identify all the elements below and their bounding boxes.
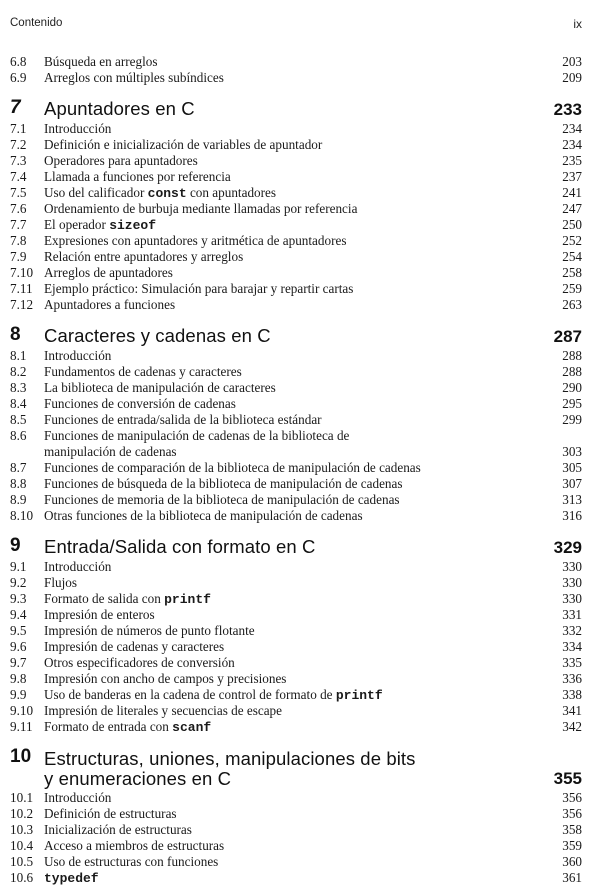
section-number: 10.6 [10,870,34,885]
toc-section-row [10,591,582,607]
toc-section-row [10,870,582,886]
code-keyword: printf [335,688,383,703]
section-title: Flujos [44,575,77,590]
section-number: 8.3 [10,380,27,395]
chapter-title-line2: y enumeraciones en C [44,768,232,789]
section-number: 7.11 [10,281,33,296]
section-title [44,870,99,887]
section-page: 338 [562,687,582,702]
section-number: 9.4 [10,607,27,622]
section-page: 359 [562,838,582,853]
section-number: 7.8 [10,233,27,248]
code-keyword: typedef [44,871,99,886]
section-title: Inicialización de estructuras [44,822,192,837]
section-number: 8.1 [10,348,27,363]
section-number: 7.3 [10,153,27,168]
section-page: 316 [562,508,582,523]
section-page: 234 [562,137,582,152]
section-title: Uso de estructuras con funciones [44,854,219,869]
section-title: Definición de estructuras [44,806,177,821]
section-number: 7.4 [10,169,27,184]
section-page: 305 [562,460,582,475]
section-title-line1: Funciones de manipulación de cadenas de la biblioteca de [44,428,350,443]
toc-section-row [10,153,582,169]
section-number: 10.1 [10,790,34,805]
toc-chapter-heading [10,324,582,348]
section-title: Introducción [44,348,112,363]
toc-section-row [10,121,582,137]
page-number: ix [573,17,582,31]
section-title [44,719,211,736]
section-page: 330 [562,575,582,590]
table-of-contents [10,54,582,886]
section-title: Impresión de enteros [44,607,155,622]
section-number: 9.1 [10,559,27,574]
section-title: Otros especificadores de conversión [44,655,235,670]
section-title [44,687,383,704]
toc-section-row [10,249,582,265]
section-title-line2: manipulación de cadenas [44,444,177,459]
section-page: 361 [562,870,582,885]
toc-section-row [10,428,582,460]
toc-chapter-heading [10,97,582,121]
toc-section-row [10,655,582,671]
toc-section-row [10,201,582,217]
section-number: 8.6 [10,428,27,443]
toc-section-row [10,671,582,687]
toc-section-row [10,364,582,380]
toc-section-row [10,806,582,822]
section-number: 8.2 [10,364,27,379]
code-keyword: printf [164,592,211,607]
section-page: 330 [562,559,582,574]
section-number: 10.5 [10,854,34,869]
section-number: 8.4 [10,396,27,411]
section-page: 299 [562,412,582,427]
toc-section-row [10,265,582,281]
toc-section-row [10,687,582,703]
section-title: Arreglos con múltiples subíndices [44,70,224,85]
section-number: 10.2 [10,806,34,821]
section-title [44,185,276,202]
section-title: Funciones de conversión de cadenas [44,396,236,411]
section-number: 9.8 [10,671,27,686]
chapter-title-line1: Estructuras, uniones, manipulaciones de bits [44,748,416,769]
section-number: 8.7 [10,460,27,475]
section-page: 241 [562,185,582,200]
section-page: 254 [562,249,582,264]
section-title: Llamada a funciones por referencia [44,169,231,184]
section-page: 336 [562,671,582,686]
section-number: 7.12 [10,297,34,312]
section-number: 10.3 [10,822,34,837]
toc-section-row [10,185,582,201]
chapter-title: Caracteres y cadenas en C [44,325,271,346]
section-title: Funciones de memoria de la biblioteca de manipulación de cadenas [44,492,400,507]
chapter-number: 7 [10,97,21,118]
section-title-pre: Formato de salida con [44,591,165,606]
section-title: Acceso a miembros de estructuras [44,838,225,853]
section-title: Definición e inicialización de variables de apuntador [44,137,323,152]
toc-section-row [10,703,582,719]
section-number: 7.6 [10,201,27,216]
section-title: Expresiones con apuntadores y aritmética de apuntadores [44,233,347,248]
toc-section-row [10,297,582,313]
section-title: Relación entre apuntadores y arreglos [44,249,244,264]
section-title: Funciones de búsqueda de la biblioteca de manipulación de cadenas [44,476,403,491]
toc-section-row [10,492,582,508]
toc-section-row [10,508,582,524]
section-number: 6.9 [10,70,27,85]
section-title: Funciones de comparación de la biblioteca de manipulación de cadenas [44,460,421,475]
section-page: 234 [562,121,582,136]
section-title: Introducción [44,121,112,136]
section-title: Otras funciones de la biblioteca de manipulación de cadenas [44,508,363,523]
section-number: 7.10 [10,265,34,280]
toc-section-row [10,623,582,639]
section-title: Impresión con ancho de campos y precisiones [44,671,287,686]
section-page: 288 [562,364,582,379]
section-number: 9.2 [10,575,27,590]
toc-section-row [10,70,582,86]
section-page: 330 [562,591,582,606]
section-page: 303 [562,444,582,459]
section-number: 7.7 [10,217,27,232]
chapter-page: 355 [553,769,582,788]
toc-section-row [10,348,582,364]
toc-section-row [10,460,582,476]
section-title-pre: El operador [44,217,110,232]
section-number: 7.1 [10,121,27,136]
section-number: 9.5 [10,623,27,638]
section-page: 360 [562,854,582,869]
chapter-page: 329 [553,538,582,557]
chapter-number: 10 [10,746,32,767]
section-page: 247 [562,201,582,216]
section-page: 209 [562,70,582,85]
section-title [44,591,211,608]
toc-section-row [10,396,582,412]
toc-section-row [10,281,582,297]
section-number: 7.5 [10,185,27,200]
section-page: 295 [562,396,582,411]
toc-section-row [10,639,582,655]
section-title-pre: Uso del calificador [44,185,148,200]
section-number: 9.9 [10,687,27,702]
section-number: 10.4 [10,838,34,853]
section-title: Funciones de entrada/salida de la biblioteca estándar [44,412,322,427]
toc-section-row [10,233,582,249]
section-page: 237 [562,169,582,184]
section-title: Arreglos de apuntadores [44,265,173,280]
section-page: 332 [562,623,582,638]
section-number: 6.8 [10,54,27,69]
section-title: Ordenamiento de burbuja mediante llamadas por referencia [44,201,358,216]
section-page: 356 [562,790,582,805]
section-page: 203 [562,54,582,69]
section-number: 8.8 [10,476,27,491]
section-title [44,428,464,460]
chapter-title: Apuntadores en C [44,98,195,119]
chapter-number: 8 [10,324,21,345]
toc-chapter-heading [10,746,582,790]
section-title: Apuntadores a funciones [44,297,176,312]
toc-section-row [10,607,582,623]
section-page: 331 [562,607,582,622]
section-page: 290 [562,380,582,395]
toc-section-row [10,822,582,838]
section-number: 9.7 [10,655,27,670]
section-title-pre: Uso de banderas en la cadena de control de formato de [44,687,336,702]
section-number: 9.6 [10,639,27,654]
toc-section-row [10,575,582,591]
section-title: Impresión de cadenas y caracteres [44,639,225,654]
section-number: 9.10 [10,703,34,718]
section-page: 258 [562,265,582,280]
section-page: 307 [562,476,582,491]
section-page: 356 [562,806,582,821]
section-title: La biblioteca de manipulación de caracteres [44,380,276,395]
toc-section-row [10,54,582,70]
section-title: Impresión de literales y secuencias de escape [44,703,282,718]
chapter-page: 233 [553,100,582,119]
code-keyword: scanf [172,720,212,735]
toc-section-row [10,380,582,396]
toc-section-row [10,169,582,185]
running-head [10,17,582,33]
section-title: Ejemplo práctico: Simulación para barajar y repartir cartas [44,281,354,296]
section-page: 334 [562,639,582,654]
section-page: 235 [562,153,582,168]
section-number: 7.9 [10,249,27,264]
section-title-post: con apuntadores [186,185,277,200]
section-title: Introducción [44,559,112,574]
chapter-title: Entrada/Salida con formato en C [44,536,316,557]
toc-section-row [10,719,582,735]
chapter-title [44,749,416,789]
section-page: 288 [562,348,582,363]
section-page: 250 [562,217,582,232]
section-page: 263 [562,297,582,312]
toc-section-row [10,476,582,492]
section-page: 259 [562,281,582,296]
section-title: Fundamentos de cadenas y caracteres [44,364,242,379]
section-number: 8.10 [10,508,34,523]
toc-section-row [10,559,582,575]
section-number: 8.9 [10,492,27,507]
section-title: Impresión de números de punto flotante [44,623,255,638]
section-title: Búsqueda en arreglos [44,54,158,69]
section-page: 252 [562,233,582,248]
chapter-page: 287 [553,327,582,346]
section-page: 335 [562,655,582,670]
section-title: Operadores para apuntadores [44,153,198,168]
section-title-pre: Formato de entrada con [44,719,173,734]
chapter-number: 9 [10,535,21,556]
section-page: 313 [562,492,582,507]
section-number: 8.5 [10,412,27,427]
section-number: 7.2 [10,137,27,152]
section-page: 358 [562,822,582,837]
toc-chapter-heading [10,535,582,559]
section-page: 341 [562,703,582,718]
section-title: Introducción [44,790,112,805]
section-number: 9.11 [10,719,33,734]
section-title [44,217,156,234]
running-head-title: Contenido [10,17,63,29]
code-keyword: sizeof [109,218,156,233]
toc-section-row [10,137,582,153]
toc-section-row [10,217,582,233]
toc-section-row [10,838,582,854]
toc-section-row [10,412,582,428]
code-keyword: const [147,186,187,201]
section-page: 342 [562,719,582,734]
section-number: 9.3 [10,591,27,606]
toc-section-row [10,790,582,806]
